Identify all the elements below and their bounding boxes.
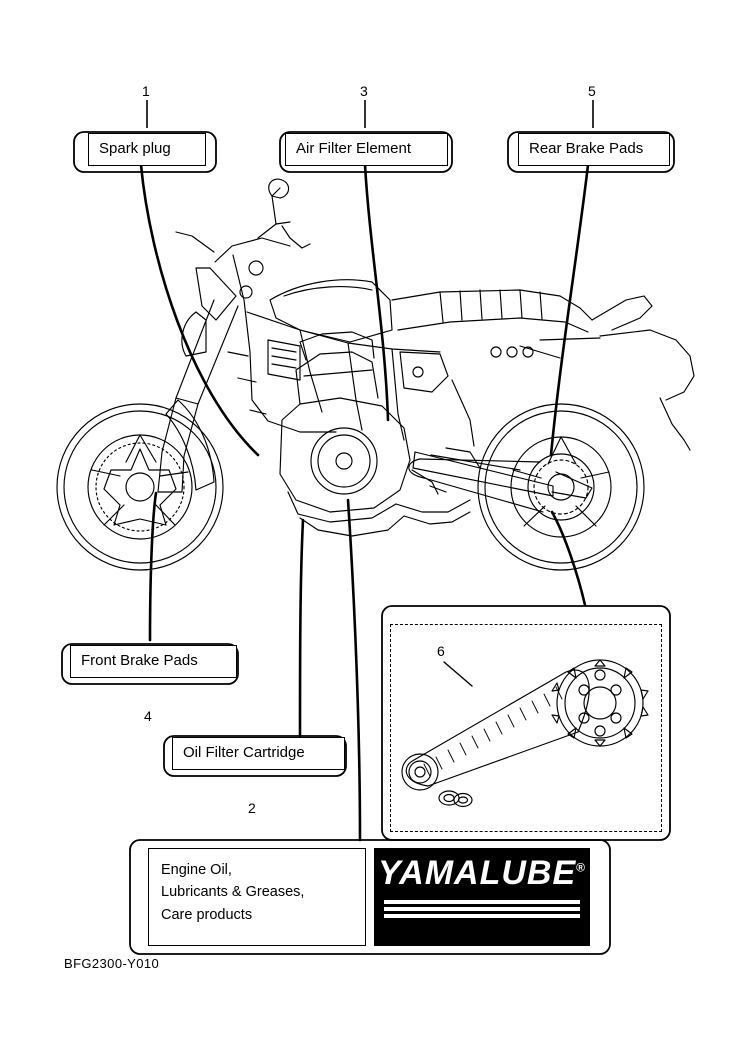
callout-spark-plug[interactable] bbox=[88, 133, 206, 166]
callout-number-5: 5 bbox=[588, 83, 596, 99]
yamalube-wordmark bbox=[378, 848, 586, 893]
callout-number-2: 2 bbox=[248, 800, 256, 816]
callout-air-filter-element[interactable] bbox=[285, 133, 448, 166]
registered-mark: ® bbox=[576, 860, 586, 875]
yamalube-stripe-1 bbox=[384, 900, 580, 904]
callout-oil-filter-cartridge-label: Oil Filter Cartridge bbox=[183, 744, 305, 762]
drawing-code: BFG2300-Y010 bbox=[64, 956, 160, 971]
callout-rear-brake-pads-label: Rear Brake Pads bbox=[529, 140, 644, 158]
yamalube-stripe-2 bbox=[384, 907, 580, 911]
consumables-line-2: Lubricants & Greases, bbox=[161, 884, 305, 901]
yamalube-stripe-3 bbox=[384, 914, 580, 918]
yamalube-stripes bbox=[374, 897, 590, 921]
callout-front-brake-pads-label: Front Brake Pads bbox=[81, 652, 198, 670]
callout-air-filter-element-label: Air Filter Element bbox=[296, 140, 412, 158]
consumables-line-3: Care products bbox=[161, 906, 253, 923]
yamalube-text: YAMALUBE bbox=[378, 854, 577, 892]
callout-number-4: 4 bbox=[144, 708, 152, 724]
consumables-box[interactable] bbox=[148, 848, 366, 946]
callout-oil-filter-cartridge[interactable] bbox=[172, 737, 345, 770]
callout-number-1: 1 bbox=[142, 83, 150, 99]
chain-kit-dashed-boundary bbox=[390, 624, 662, 832]
callout-spark-plug-label: Spark plug bbox=[99, 140, 171, 158]
callout-number-6: 6 bbox=[437, 643, 445, 659]
yamalube-logo bbox=[374, 848, 590, 946]
consumables-line-1: Engine Oil, bbox=[161, 862, 232, 878]
callout-number-3: 3 bbox=[360, 83, 368, 99]
callout-rear-brake-pads[interactable] bbox=[518, 133, 670, 166]
callout-front-brake-pads[interactable] bbox=[70, 645, 237, 678]
